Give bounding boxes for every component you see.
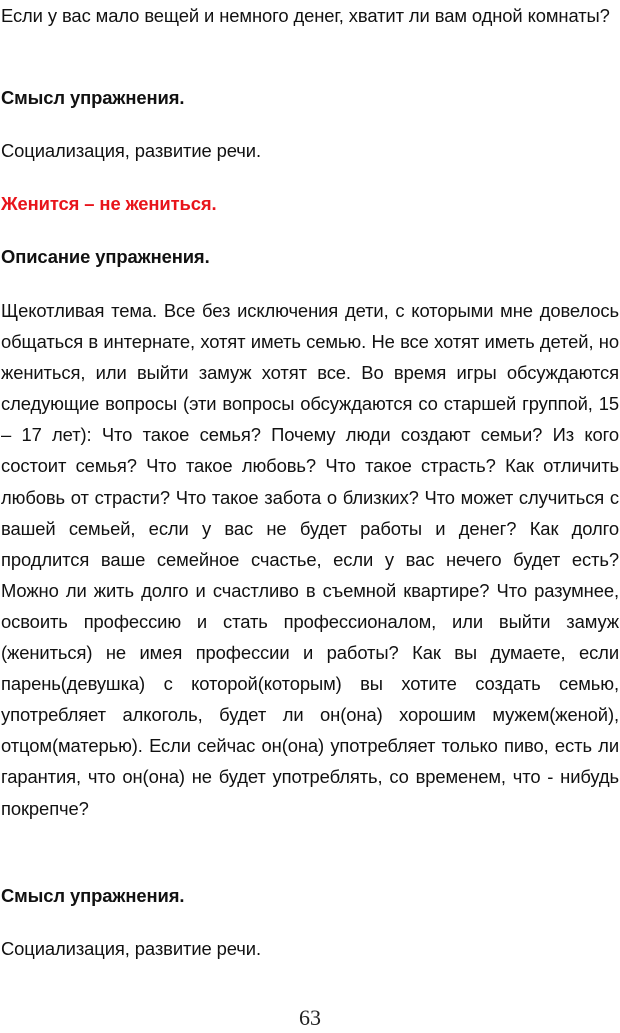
exercise-title: Женится – не жениться. <box>1 193 217 214</box>
heading-description: Описание упражнения. <box>1 246 210 267</box>
intro-paragraph: Если у вас мало вещей и немного денег, хватит ли вам одной комнаты? <box>1 5 610 26</box>
heading-meaning-2: Смысл упражнения. <box>1 885 185 906</box>
page-number: 63 <box>299 1005 321 1030</box>
meaning-text-1: Социализация, развитие речи. <box>1 140 261 161</box>
heading-meaning-1: Смысл упражнения. <box>1 87 185 108</box>
description-text: Щекотливая тема. Все без исключения дети, с которыми мне довелось общаться в интернате, хотят иметь семью. Не все хотят иметь детей, но жениться, или выйти замуж хотят все. Во время игры обсуждаются следующие вопросы (эти вопросы обсуждаются со старшей группой, 15 – 17 лет): Что такое семья? Почему люди создают семьи? Из кого состоит семья? Что такое любовь? Что такое страсть? Как отличить любовь от страсти? Что такое забота о близких? Что может случиться с вашей семьей, если у вас не будет работы и денег? Как долго продлится ваше семейное счастье, если у вас нечего будет есть? Можно ли жить долго и счастливо в съемной квартире? Что разумнее, освоить профессию и стать профессионалом, или выйти замуж (жениться) не имея профессии и работы? Как вы думаете, если парень(девушка) с которой(которым) вы хотите создать семью, употребляет алкоголь, будет ли он(она) хорошим мужем(женой), отцом(матерью). Если сейчас он(она) употребляет только пиво, есть ли гарантия, что он(она) не будет употреблять, со временем, что - нибудь покрепче? <box>1 300 619 819</box>
meaning-text-2: Социализация, развитие речи. <box>1 938 261 959</box>
